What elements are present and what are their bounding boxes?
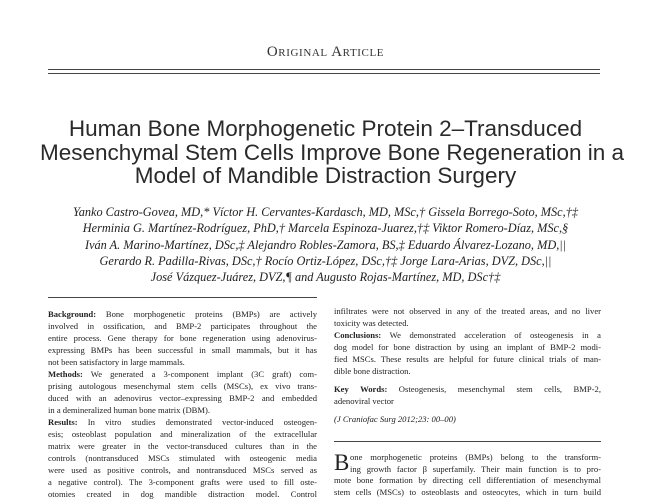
abstract-line: duced with an adenovirus vector–expressing BMP-2 and embedded [48,393,317,403]
author-line: Gerardo R. Padilla-Rivas, DSc,† Rocío Ortiz-López, DSc,†‡ Jorge Lara-Arias, DVZ, DSc,|| [99,253,552,268]
introduction [334,452,601,498]
conclusions-label: Conclusions: [334,330,382,340]
abstract-keywords: Key Words: Osteogenesis, mesenchymal stem cells, BMP-2, [334,384,601,394]
intro-line: mote bone formation by directing cell differentiation of mesenchymal [334,475,601,485]
background-label: Background: [48,309,97,319]
results-label: Results: [48,417,78,427]
abstract-line: dible bone distraction. [334,366,411,376]
methods-label: Methods: [48,369,83,379]
abstract-line: dog model for bone distraction by using an implant of BMP-2 modi- [334,342,601,352]
abstract-line: infiltrates were not observed in any of the treated areas, and no liver [334,306,601,316]
abstract-line: were used as positive controls, and nontransduced MSCs served as [48,465,317,475]
title-line: Human Bone Morphogenetic Protein 2–Transduced [68,116,583,141]
header-rule-top [48,69,600,70]
intro-line: ing growth factor β superfamily. Their main function is to pro- [350,463,601,474]
intro-line: stem cells (MSCs) to osteoblasts and osteocytes, which in turn build [334,486,601,497]
abstract-line: entire process. Gene therapy for bone regeneration using adenovirus- [48,333,317,343]
abstract-line: toxicity was detected. [334,318,409,328]
citation: (J Craniofac Surg 2012;23: 00–00) [334,414,456,424]
author-line: José Vázquez-Juárez, DVZ,¶ and Augusto Rojas-Martínez, MD, DSc†‡ [150,270,501,285]
abstract-line: fied MSCs. These results are helpful for future clinical trials of man- [334,354,601,364]
abstract-line: not been satisfactory in large mammals. [48,357,185,367]
abstract-results: Results: In vitro studies demonstrated vector-induced osteogen- [48,417,317,427]
abstract-conclusions: Conclusions: We demonstrated acceleration of osteogenesis in a [334,330,601,340]
dropcap: B [334,450,350,475]
abstract-line: esis; osteoblast population and mineralization of the extracellular [48,429,317,439]
author-list [40,204,611,285]
abstract-background: Background: Bone morphogenetic proteins (BMPs) are actively [48,309,317,319]
abstract-line: controls (nontransduced MSCs stimulated with osteogenic media [48,453,317,463]
intro-line: one morphogenetic proteins (BMPs) belong to the transform- [350,452,601,462]
section-label: Original Article [266,44,385,60]
abstract-line: involved in ossification, and BMP-2 participates throughout the [48,321,317,331]
abstract-right-column [334,305,601,425]
abstract-line: prising autologous mesenchymal stem cells (MSCs), ex vivo trans- [48,381,317,391]
abstract-line: otomies created in dog mandible distraction model. Control [48,489,317,499]
abstract-line: a negative control). The 3-component grafts were used to fill oste- [48,477,317,487]
author-line: Yanko Castro-Govea, MD,* Víctor H. Cervantes-Kardasch, MD, MSc,† Gissela Borrego-Soto, MSc,†‡ [72,205,579,219]
intro-rule [334,441,601,442]
title-line: Model of Mandible Distraction Surgery [134,163,517,188]
abstract-line: matrix were greater in the vector-transduced cultures than in the [48,441,317,451]
title-line: Mesenchymal Stem Cells Improve Bone Regeneration in a [40,139,625,165]
author-line: Herminia G. Martínez-Rodríguez, PhD,† Marcela Espinoza-Juarez,†‡ Viktor Romero-Díaz, MSc,§ [82,221,569,236]
abstract-line: adenoviral vector [334,396,394,406]
abstract-left-column [48,308,317,500]
author-line: Iván A. Marino-Martínez, DSc,‡ Alejandro Robles-Zamora, BS,‡ Eduardo Álvarez-Lozano, MD,|| [84,237,567,252]
keywords-label: Key Words: [334,384,388,394]
abstract-line: expressing BMPs has been successful in small mammals, but it has [48,345,317,355]
abstract-rule [48,297,317,298]
header-rule-bottom [48,73,600,74]
abstract-line: in a demineralized human bone matrix (DBM). [48,405,211,415]
article-title [40,116,625,188]
abstract-methods: Methods: We generated a 3-component implant (3C graft) com- [48,369,317,379]
